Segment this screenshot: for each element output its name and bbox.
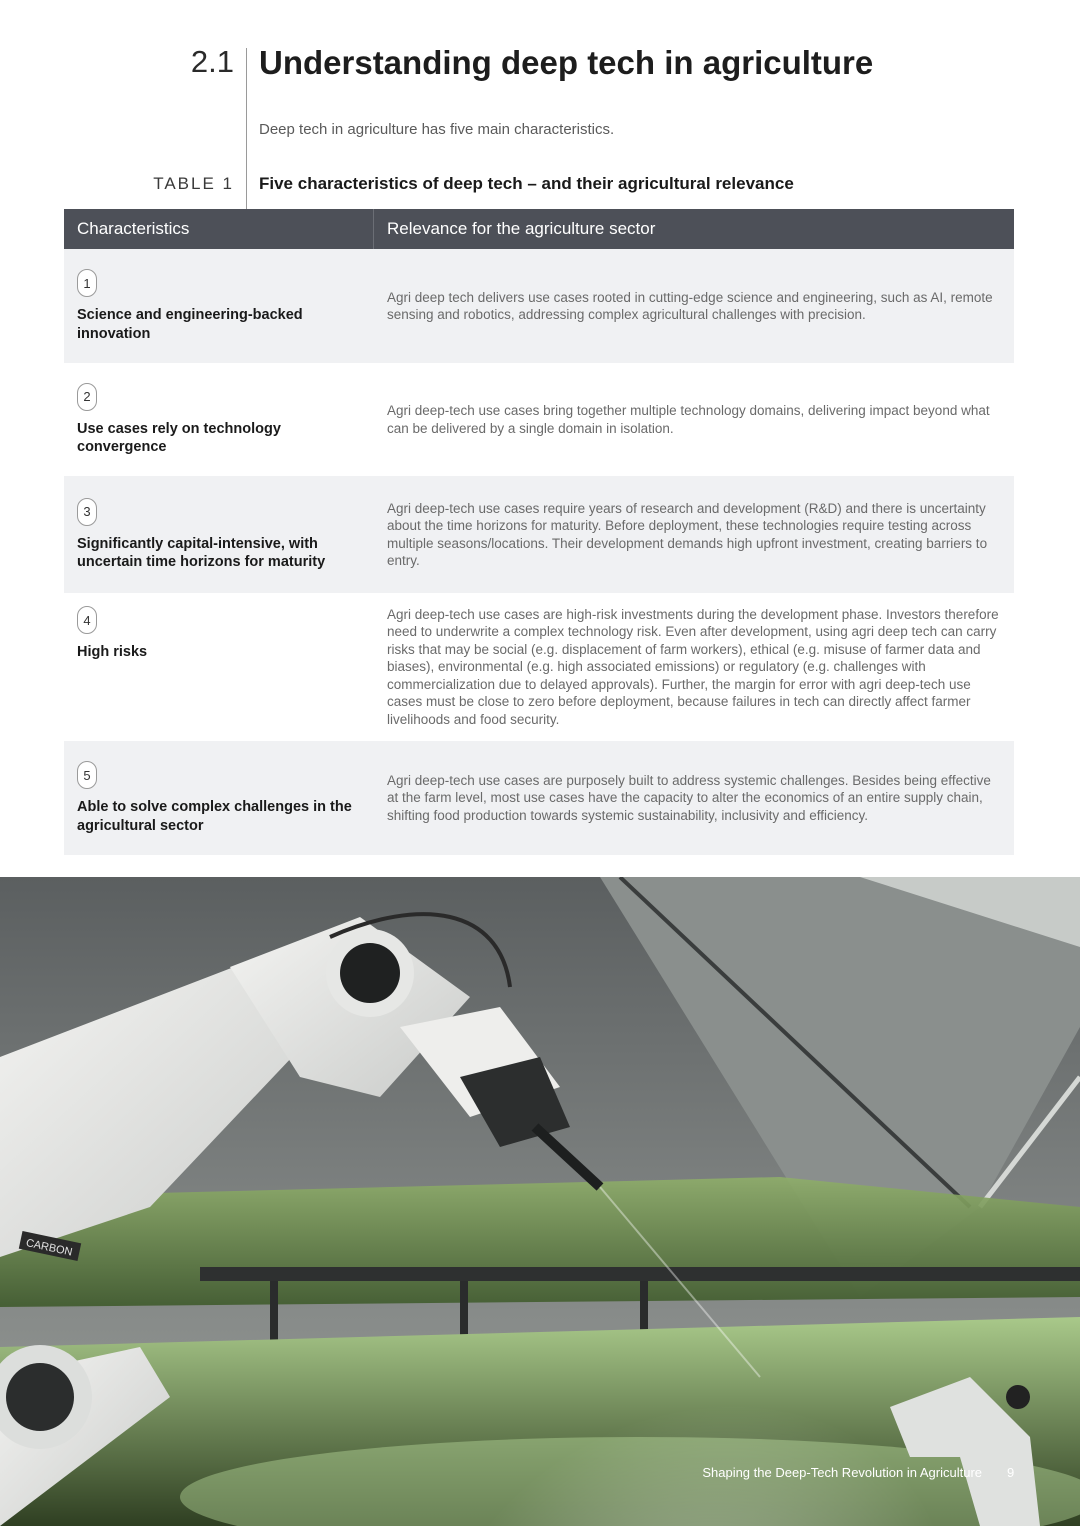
page-title: Understanding deep tech in agriculture [259, 44, 874, 81]
characteristic-cell [64, 476, 374, 593]
row-number-badge: 2 [77, 383, 97, 411]
table-row [64, 249, 1014, 363]
characteristic-name: Science and engineering-backed innovation [77, 307, 303, 342]
row-number-badge: 4 [77, 606, 97, 634]
footer-publication-title: Shaping the Deep-Tech Revolution in Agriculture [702, 1465, 982, 1480]
characteristic-name: Significantly capital-intensive, with uncertain time horizons for maturity [77, 535, 326, 570]
characteristic-cell [64, 363, 374, 476]
characteristic-name: High risks [77, 644, 148, 660]
vertical-rule [246, 48, 247, 210]
characteristics-table [64, 209, 1014, 855]
robot-brand-label: CARBON [24, 1237, 74, 1259]
footer-page-number: 9 [1007, 1465, 1015, 1480]
characteristic-cell [64, 593, 374, 741]
relevance-text: Agri deep tech delivers use cases rooted in cutting-edge science and engineering, such as AI, remote sensing and robotics, addressing complex agricultural challenges with precision. [387, 289, 993, 322]
table-label: TABLE 1 [153, 174, 234, 193]
relevance-text: Agri deep-tech use cases require years of research and development (R&D) and there is uncertainty about the time horizons for maturity. Before deployment, these technologies require testing across multiple seasons/locations. Their development demands high upfront investment, creating barriers to entry. [387, 500, 988, 568]
table-row [64, 476, 1014, 593]
characteristic-cell [64, 249, 374, 363]
relevance-text: Agri deep-tech use cases are high-risk investments during the development phase. Investors therefore need to underwrite a complex technology risk. Even after development, using agri deep tech can carry risks that may be social (e.g. displacement of farm workers), ethical (e.g. misuse of farmer data and biases), environmental (e.g. high associated emissions) or regulatory (e.g. challenges with commercialization due to delayed approvals). Further, the margin for error with agri deep-tech use cases must be close to zero before deployment, because failures in tech can directly affect farmer livelihoods and food security. [387, 606, 999, 727]
table-row [64, 593, 1014, 741]
header-relevance: Relevance for the agriculture sector [387, 219, 656, 238]
table-title: Five characteristics of deep tech – and their agricultural relevance [259, 174, 794, 193]
table-header [64, 209, 1014, 249]
characteristic-name: Use cases rely on technology convergence [77, 420, 281, 455]
characteristic-name: Able to solve complex challenges in the agricultural sector [77, 799, 352, 834]
table-row [64, 741, 1014, 855]
robot-arm-photo [0, 877, 1080, 1526]
characteristic-cell [64, 741, 374, 855]
header-characteristics: Characteristics [64, 209, 374, 249]
page-subtitle: Deep tech in agriculture has five main characteristics. [259, 121, 615, 138]
section-number: 2.1 [190, 44, 234, 79]
row-number-badge: 1 [77, 269, 97, 297]
relevance-text: Agri deep-tech use cases bring together multiple technology domains, delivering impact beyond what can be delivered by a single domain in isolation. [387, 403, 990, 436]
relevance-text: Agri deep-tech use cases are purposely built to address systemic challenges. Besides being effective at the farm level, most use cases have the capacity to alter the economics of an entire supply chain, shifting food production towards systemic sustainability, inclusivity and efficiency. [387, 772, 991, 823]
table-row [64, 363, 1014, 476]
row-number-badge: 5 [77, 761, 97, 789]
robot-arm-illustration [0, 877, 1080, 1526]
row-number-badge: 3 [77, 498, 97, 526]
